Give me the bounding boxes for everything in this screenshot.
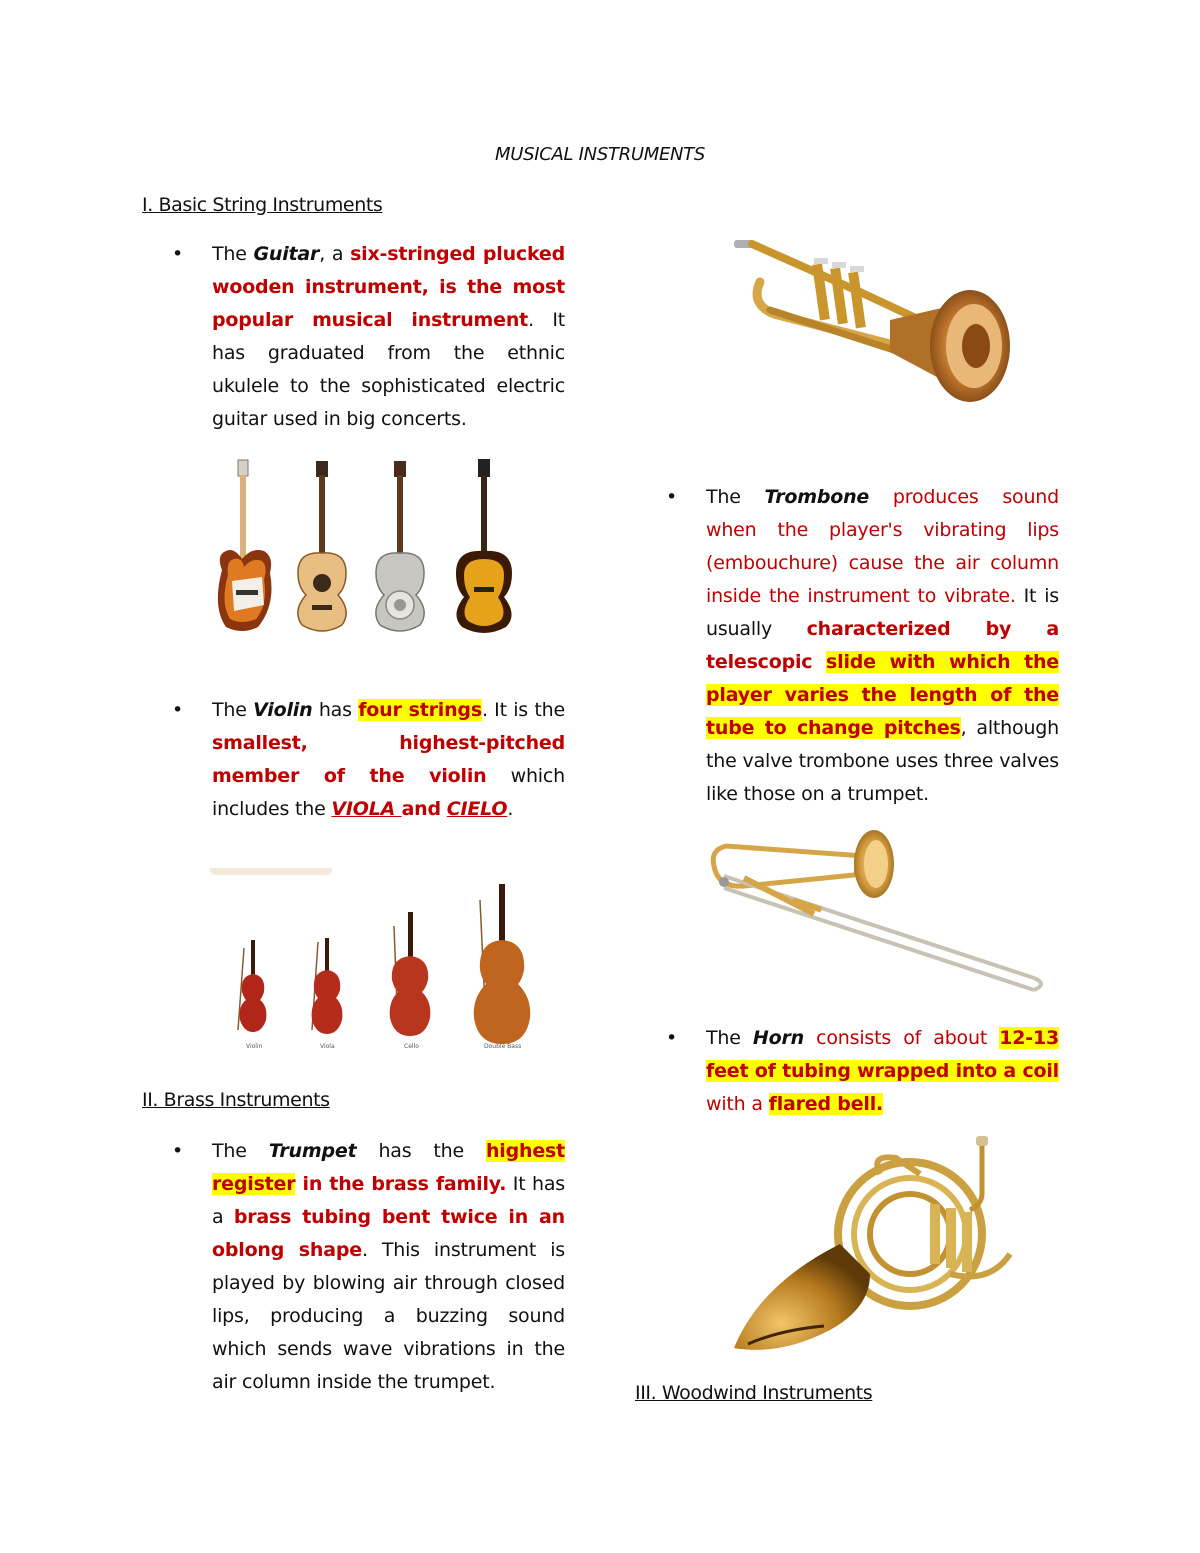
page-title: MUSICAL INSTRUMENTS [494,144,706,165]
violin-t3: . It is the [481,699,565,721]
trombone-hl: slide with which the player varies the length of the tube to change pitches [706,651,1059,739]
violin-paragraph [212,694,565,826]
trombone-image [704,828,1050,1000]
violin-name: Violin [253,699,313,721]
violin-cielo: CIELO [446,798,508,820]
violin-hl: four strings [358,699,482,721]
trombone-red2: characterized by a telescopic [706,618,1059,673]
cello-icon [390,912,431,1036]
viola-label: Viola [320,1043,335,1050]
trumpet-t4: . This instrument is played by blowing air through closed lips, producing a buzzing sound which sends wave vibrations in the air column inside the trumpet. [212,1239,565,1393]
violin-red: smallest, highest-pitched member of the violin [212,732,565,787]
double-bass-label: Double Bass [484,1043,522,1050]
bullet-trumpet: • [172,1140,184,1162]
horn-red2: with a [706,1093,769,1115]
bullet-horn: • [666,1027,678,1049]
violin-t5: . [507,798,514,820]
violin-viola: VIOLA [331,798,402,820]
trumpet-paragraph [212,1135,565,1399]
violin-t2: has [312,699,359,721]
horn-red1: consists of about [803,1027,1000,1049]
french-horn-image [720,1134,1040,1360]
violin-t1: The [212,699,254,721]
guitar-t2: , a [319,243,351,265]
trombone-icon [713,830,1041,990]
french-horn-icon [734,1136,1010,1350]
horn-name: Horn [752,1027,804,1049]
trombone-t1: The [706,486,765,508]
trumpet-red: in the brass family. [295,1173,507,1195]
trumpet-name: Trumpet [268,1140,357,1162]
violin-and: and [401,798,441,820]
acoustic-guitar-icon [298,461,346,631]
semi-hollow-guitar-icon [456,459,512,633]
guitar-name: Guitar [253,243,320,265]
guitar-paragraph [212,238,565,436]
guitar-t3: . It has graduated from the ethnic ukulele to the sophisticated electric guitar used in big concerts. [212,309,565,430]
resonator-guitar-icon [376,461,424,631]
section-heading-string: I. Basic String Instruments [142,194,383,216]
horn-paragraph [706,1022,1059,1121]
trumpet-red2: brass tubing bent twice in an oblong shape [212,1206,565,1261]
horn-hl: 12-13 feet of tubing wrapped into a coil [706,1027,1060,1082]
section-heading-woodwind: III. Woodwind Instruments [635,1382,873,1404]
guitar-t1: The [212,243,254,265]
trombone-name: Trombone [764,486,870,508]
bullet-guitar: • [172,243,184,265]
trombone-t2: It is usually [706,585,1059,640]
trombone-red1: produces sound when the player's vibrating lips (embouchure) cause the air column inside the instrument to vibrate. [706,486,1059,607]
trumpet-t1: The [212,1140,269,1162]
electric-guitar-icon [218,460,272,631]
cello-label: Cello [404,1043,419,1050]
guitars-image [212,455,528,635]
trumpet-image [730,234,1040,424]
violin-label: Violin [246,1043,263,1050]
violin-family-image [228,880,538,1052]
bullet-violin: • [172,699,184,721]
section-heading-brass: II. Brass Instruments [142,1089,330,1111]
violin-icon [238,940,266,1032]
trombone-t3: , although the valve trombone uses three valves like those on a trumpet. [706,717,1059,805]
horn-t1: The [706,1027,753,1049]
violin-t4: which includes the [212,765,565,820]
guitar-red: six-stringed plucked wooden instrument, is the most popular musical instrument [212,243,565,331]
bullet-trombone: • [666,486,678,508]
horn-hl2: flared bell. [768,1093,884,1115]
decorative-bar [210,868,332,875]
trumpet-t3: It has a [212,1173,565,1228]
viola-icon [312,938,343,1034]
trumpet-icon [734,240,1010,402]
trombone-paragraph [706,481,1059,811]
double-bass-icon [474,884,531,1044]
trumpet-hl: highest register [212,1140,565,1195]
trumpet-t2: has the [356,1140,486,1162]
